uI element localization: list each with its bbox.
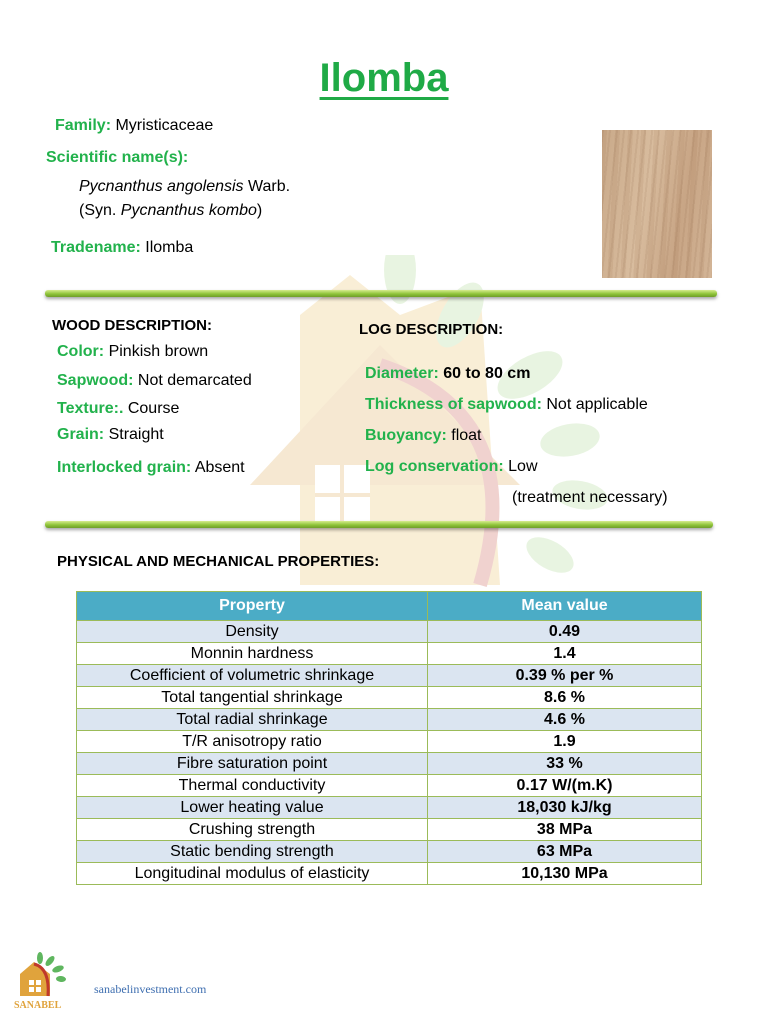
column-header-property: Property: [77, 592, 428, 621]
table-row: Total tangential shrinkage 8.6 %: [77, 687, 702, 709]
log-description-heading: LOG DESCRIPTION:: [359, 321, 504, 338]
family-row: [55, 117, 213, 135]
wood-grain-row: Grain: Straight: [57, 426, 164, 443]
wood-sample-image: [602, 130, 712, 278]
table-row: Density 0.49: [77, 621, 702, 643]
table-header-row: [77, 592, 702, 621]
table-row: Coefficient of volumetric shrinkage 0.39 % per %: [77, 665, 702, 687]
tradename-row: [51, 239, 193, 257]
log-diameter-row: Diameter: 60 to 80 cm: [365, 365, 531, 382]
scientific-name-line1: [79, 178, 290, 196]
scientific-name-label: Scientific name(s):: [46, 149, 189, 166]
table-row: Total radial shrinkage 4.6 %: [77, 709, 702, 731]
wood-sapwood-row: Sapwood: Not demarcated: [57, 372, 252, 389]
page-title: Ilomba: [319, 56, 449, 100]
sanabel-logo: [10, 952, 72, 1018]
table-row: Crushing strength 38 MPa: [77, 819, 702, 841]
log-conservation-row: Log conservation: Low: [365, 458, 538, 475]
properties-heading: PHYSICAL AND MECHANICAL PROPERTIES:: [57, 553, 380, 570]
section-divider: [45, 290, 717, 297]
synonym-italic: Pycnanthus kombo: [120, 202, 257, 219]
wood-description-heading: WOOD DESCRIPTION:: [52, 317, 212, 334]
properties-table: [76, 591, 702, 885]
tradename-label: Tradename:: [51, 239, 141, 256]
scientific-author: Warb.: [243, 178, 291, 195]
log-conservation-note: (treatment necessary): [512, 489, 668, 506]
table-row: Static bending strength 63 MPa: [77, 841, 702, 863]
wood-interlocked-row: Interlocked grain: Absent: [57, 459, 245, 476]
wood-texture-row: Texture:. Course: [57, 400, 180, 417]
scientific-name-italic: Pycnanthus angolensis: [79, 178, 244, 195]
column-header-mean-value: Mean value: [428, 592, 702, 621]
log-buoyancy-row: Buoyancy: float: [365, 427, 482, 444]
table-row: Monnin hardness 1.4: [77, 643, 702, 665]
table-row: Longitudinal modulus of elasticity 10,130 MPa: [77, 863, 702, 885]
table-row: Thermal conductivity 0.17 W/(m.K): [77, 775, 702, 797]
synonym-line: (Syn. Pycnanthus kombo): [79, 202, 263, 219]
table-row: Fibre saturation point 33 %: [77, 753, 702, 775]
family-value: Myristicaceae: [115, 117, 214, 134]
log-sapwood-thickness-row: Thickness of sapwood: Not applicable: [365, 396, 648, 413]
table-row: T/R anisotropy ratio 1.9: [77, 731, 702, 753]
footer-website-link[interactable]: sanabelinvestment.com: [94, 982, 207, 996]
table-row: Lower heating value 18,030 kJ/kg: [77, 797, 702, 819]
section-divider: [45, 521, 713, 528]
svg-text:SANABEL: SANABEL: [14, 1000, 62, 1011]
family-label: Family:: [55, 117, 112, 134]
wood-color-row: Color: Pinkish brown: [57, 343, 209, 360]
tradename-value: Ilomba: [145, 239, 194, 256]
